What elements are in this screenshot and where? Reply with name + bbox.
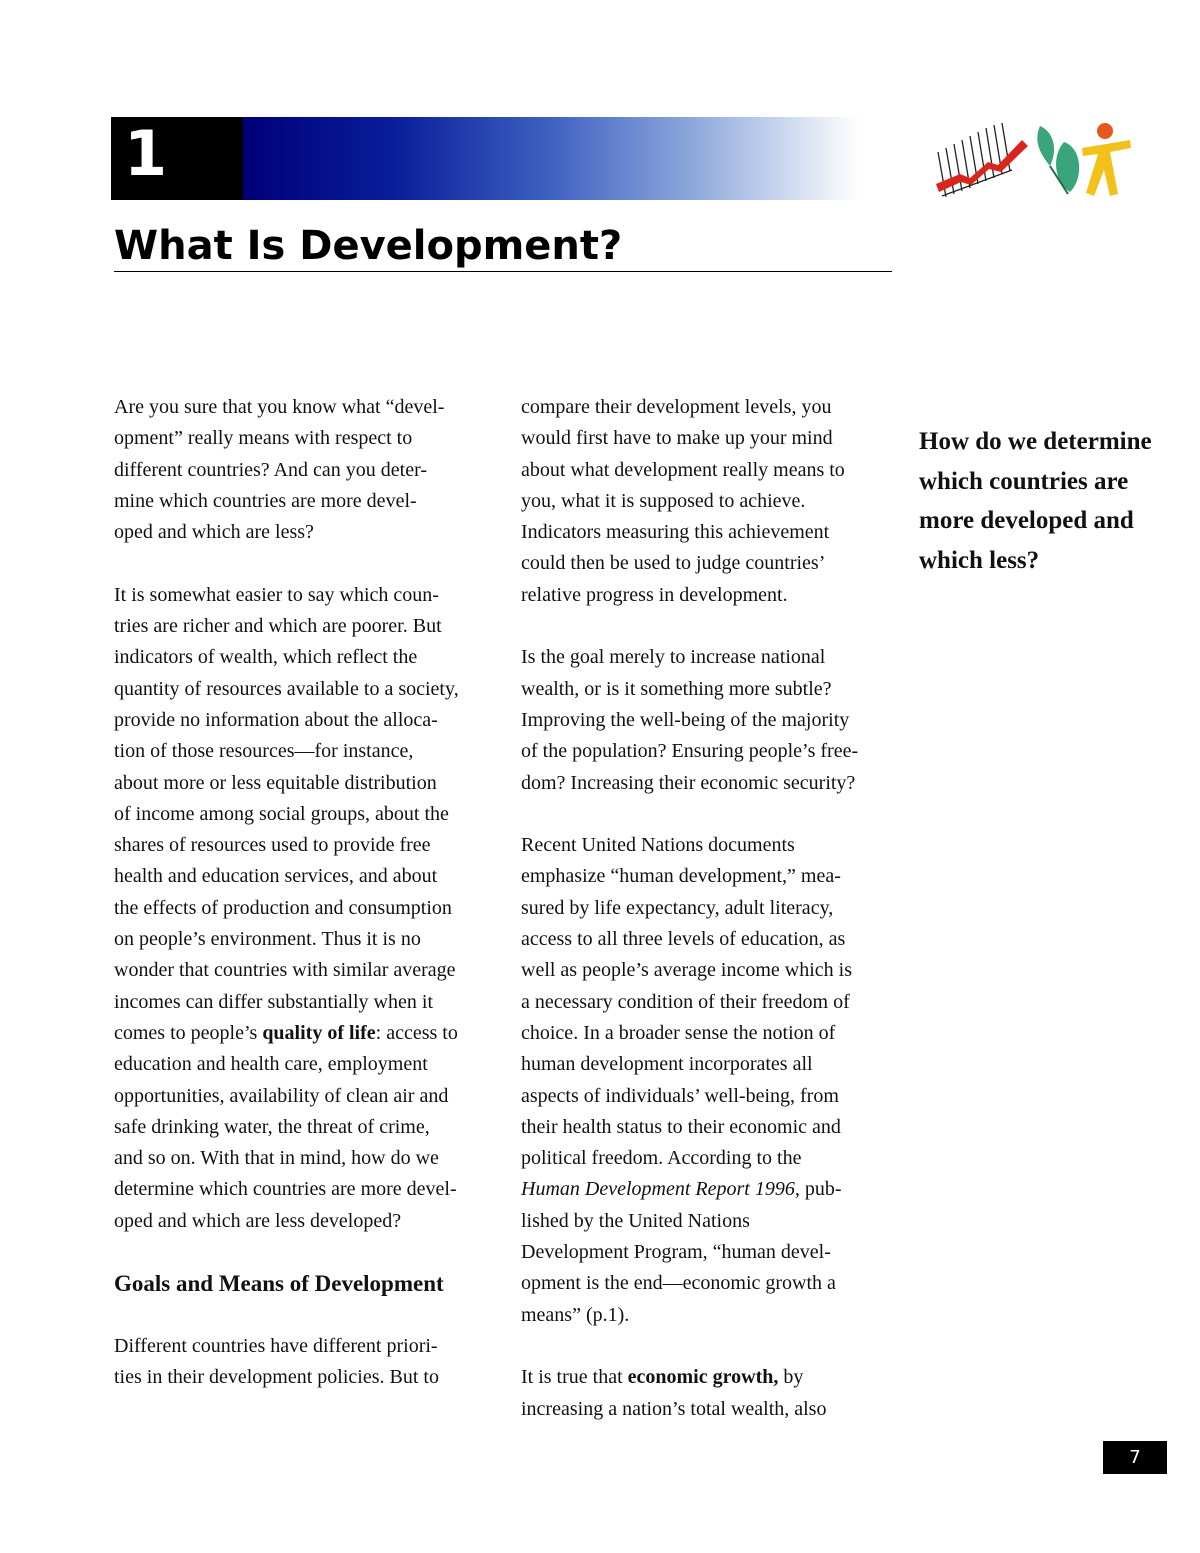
- key-term-quality-of-life: quality of life: [262, 1021, 376, 1044]
- text-line: wonder that countries with similar average: [114, 959, 456, 982]
- text-line: and so on. With that in mind, how do we: [114, 1147, 439, 1170]
- page-title: What Is Development?: [114, 223, 623, 269]
- text-fragment: It is true that: [521, 1366, 628, 1389]
- compare-paragraph: [521, 392, 903, 611]
- wealth-paragraph: [114, 580, 496, 1237]
- text-line: on people’s environment. Thus it is no: [114, 928, 421, 951]
- chapter-number-box: [111, 117, 243, 200]
- left-column: [114, 392, 496, 1425]
- text-line: of income among social groups, about the: [114, 802, 449, 825]
- text-line: shares of resources used to provide free: [114, 834, 431, 857]
- text-line: Recent United Nations documents: [521, 834, 795, 857]
- text-line: education and health care, employment: [114, 1053, 428, 1076]
- text-line: provide no information about the alloca-: [114, 708, 438, 731]
- text-line: increasing a nation’s total wealth, also: [521, 1397, 827, 1420]
- text-line: access to all three levels of education, as: [521, 928, 846, 951]
- text-line: you, what it is supposed to achieve.: [521, 489, 806, 512]
- text-line: Indicators measuring this achievement: [521, 521, 830, 544]
- text-line: It is somewhat easier to say which coun-: [114, 583, 439, 606]
- text-line: Development Program, “human devel-: [521, 1241, 831, 1264]
- text-line: choice. In a broader sense the notion of: [521, 1021, 836, 1044]
- text-fragment: : access to: [375, 1021, 458, 1044]
- text-line: determine which countries are more devel-: [114, 1178, 457, 1201]
- leaf-icon: [1037, 126, 1079, 194]
- text-line: mine which countries are more devel-: [114, 489, 417, 512]
- text-line: relative progress in development.: [521, 583, 788, 606]
- text-line: Different countries have different priori-: [114, 1334, 438, 1357]
- text-line: wealth, or is it something more subtle?: [521, 677, 832, 700]
- title-rule: [114, 271, 892, 272]
- text-fragment: comes to people’s: [114, 1021, 263, 1044]
- text-line: indicators of wealth, which reflect the: [114, 646, 418, 669]
- citation-title: Human Development Report 1996,: [521, 1178, 800, 1201]
- text-line: [114, 1022, 458, 1044]
- text-line: lished by the United Nations: [521, 1209, 750, 1232]
- text-line: tion of those resources—for instance,: [114, 740, 414, 763]
- text-line: oped and which are less?: [114, 521, 314, 544]
- text-line: would first have to make up your mind: [521, 427, 833, 450]
- text-line: dom? Increasing their economic security?: [521, 771, 856, 794]
- pull-quote: How do we determine which countries are more developed and which less?: [919, 428, 1152, 574]
- un-paragraph: [521, 830, 903, 1331]
- text-line: political freedom. According to the: [521, 1147, 802, 1170]
- growth-chart-icon: [936, 123, 1028, 197]
- text-line: aspects of individuals’ well-being, from: [521, 1084, 839, 1107]
- key-term-economic-growth: economic growth,: [627, 1366, 779, 1389]
- middle-column: [521, 392, 903, 1456]
- text-line: Is the goal merely to increase national: [521, 646, 826, 669]
- text-fragment: pub-: [799, 1178, 842, 1201]
- chapter-banner: [111, 117, 860, 200]
- text-line: oped and which are less developed?: [114, 1209, 402, 1232]
- text-line: opportunities, availability of clean air and: [114, 1084, 449, 1107]
- text-line: different countries? And can you deter-: [114, 458, 427, 481]
- page-number: 7: [1129, 1447, 1141, 1468]
- text-line: their health status to their economic and: [521, 1115, 841, 1138]
- text-line: means” (p.1).: [521, 1303, 630, 1326]
- section-heading: Goals and Means of Development: [114, 1271, 444, 1297]
- text-line: health and education services, and about: [114, 865, 438, 888]
- chapter-logo: [932, 122, 1142, 208]
- text-line: safe drinking water, the threat of crime,: [114, 1115, 430, 1138]
- text-line: could then be used to judge countries’: [521, 552, 826, 575]
- text-fragment: by: [778, 1366, 804, 1389]
- text-line: human development incorporates all: [521, 1053, 813, 1076]
- text-line: sured by life expectancy, adult literacy,: [521, 896, 834, 919]
- text-line: the effects of production and consumption: [114, 896, 452, 919]
- human-figure-icon: [1082, 123, 1131, 196]
- text-line: quantity of resources available to a society,: [114, 677, 459, 700]
- text-line: Are you sure that you know what “devel-: [114, 396, 445, 418]
- text-line: ties in their development policies. But to: [114, 1366, 439, 1389]
- intro-paragraph: [114, 392, 496, 548]
- text-line: emphasize “human development,” mea-: [521, 865, 841, 888]
- text-line: tries are richer and which are poorer. But: [114, 615, 442, 638]
- text-line: opment” really means with respect to: [114, 427, 413, 450]
- text-line: [521, 1178, 842, 1200]
- text-line: opment is the end—economic growth a: [521, 1272, 836, 1295]
- text-line: [521, 1366, 803, 1388]
- text-line: about more or less equitable distribution: [114, 771, 437, 794]
- text-line: Improving the well-being of the majority: [521, 708, 850, 731]
- text-line: compare their development levels, you: [521, 396, 832, 418]
- page-number-box: [1103, 1441, 1167, 1474]
- priorities-paragraph: [114, 1331, 496, 1394]
- text-line: well as people’s average income which is: [521, 959, 852, 982]
- text-line: incomes can differ substantially when it: [114, 990, 433, 1013]
- text-line: a necessary condition of their freedom of: [521, 990, 850, 1013]
- text-line: about what development really means to: [521, 458, 845, 481]
- goal-paragraph: [521, 642, 903, 798]
- text-line: of the population? Ensuring people’s free-: [521, 740, 859, 763]
- chapter-number: 1: [124, 117, 168, 190]
- growth-paragraph: [521, 1362, 903, 1425]
